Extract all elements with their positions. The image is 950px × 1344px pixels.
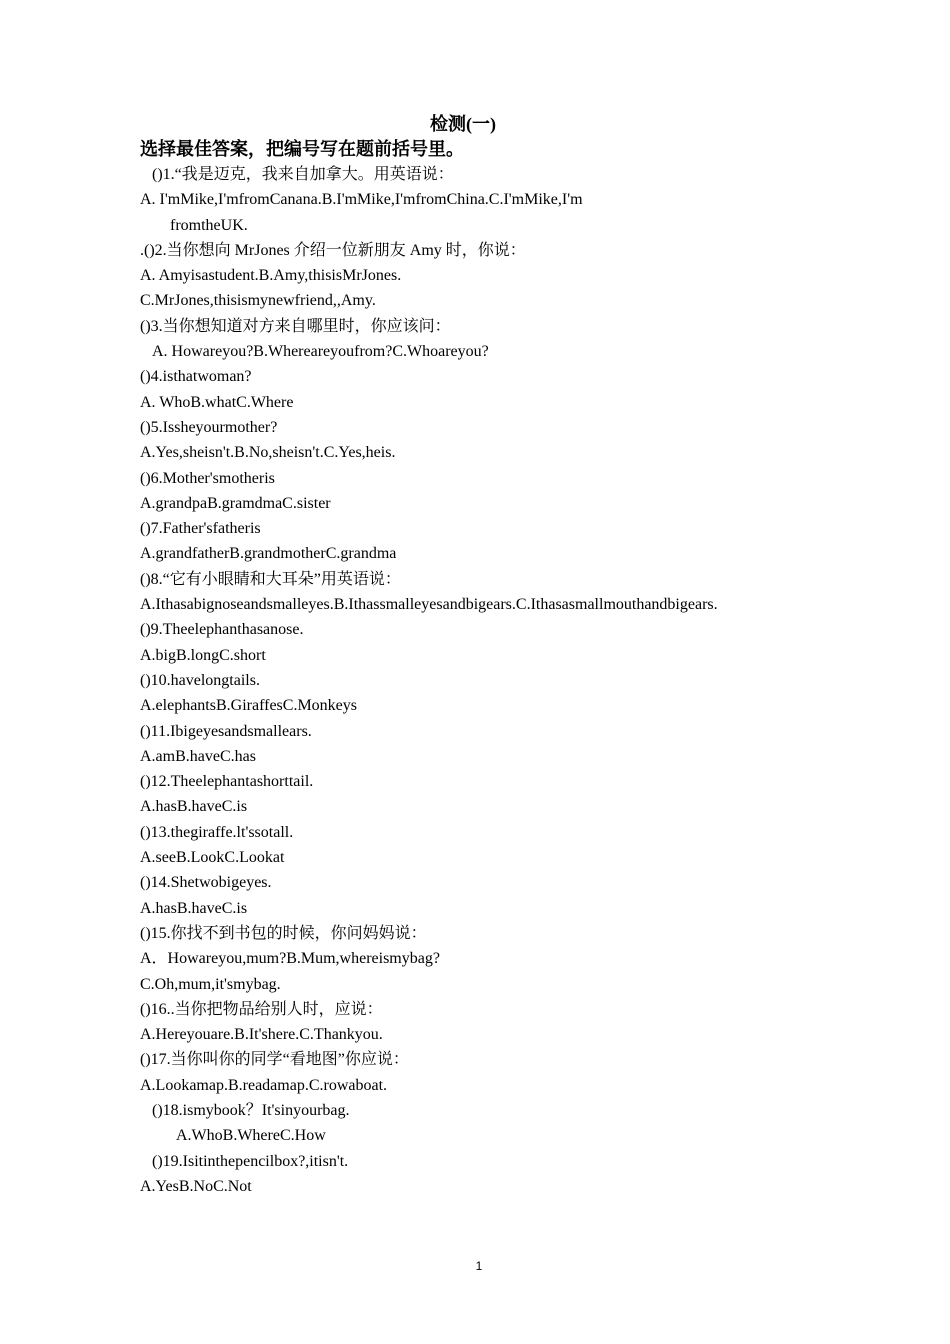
question-line: ()4.isthatwoman? [140,368,252,386]
question-line: fromtheUK. [170,216,248,234]
question-line: ()10.havelongtails. [140,671,260,689]
answer-options-line: A.YesB.NoC.Not [140,1177,252,1195]
answer-options-line: C.MrJones,thisismynewfriend,,Amy. [140,292,376,310]
answer-options-line: A.Hereyouare.B.It'shere.C.Thankyou. [140,1026,383,1044]
instruction-heading: 选择最佳答案，把编号写在题前括号里。 [140,139,464,159]
page-number: 1 [475,1259,483,1273]
answer-options-line: A．Howareyou,mum?B.Mum,whereismybag? [140,950,440,968]
question-line: ()8.“它有小眼睛和大耳朵”用英语说： [140,570,401,588]
question-line: ()19.Isitinthepencilbox?,itisn't. [152,1152,349,1170]
answer-options-line: A. Howareyou?B.Whereareyoufrom?C.Whoareyou? [152,343,489,361]
question-line: ()7.Father'sfatheris [140,520,261,538]
question-list [140,162,840,1199]
question-line: .()2.当你想向 MrJones 介绍一位新朋友 Amy 时，你说： [140,241,526,259]
answer-options-line: A. I'mMike,I'mfromCanana.B.I'mMike,I'mfromChina.C.I'mMike,I'm [140,191,583,209]
question-line: ()14.Shetwobigeyes. [140,874,272,892]
answer-options-line: A.grandpaB.gramdmaC.sister [140,494,331,512]
answer-options-line: A. Amyisastudent.B.Amy,thisisMrJones. [140,267,402,285]
answer-options-line: A.hasB.haveC.is [140,798,248,816]
question-line: ()13.thegiraffe.lt'ssotall. [140,823,294,841]
answer-options-line: A.Lookamap.B.readamap.C.rowaboat. [140,1076,388,1094]
question-line: ()12.Theelephantashorttail. [140,773,314,791]
question-line: ()3.当你想知道对方来自哪里时，你应该问： [140,317,451,335]
answer-options-line: A. WhoB.whatC.Where [140,393,294,411]
answer-options-line: A.Yes,sheisn't.B.No,sheisn't.C.Yes,heis. [140,444,396,462]
answer-options-line: A.WhoB.WhereC.How [176,1127,326,1145]
question-line: ()1.“我是迈克，我来自加拿大。用英语说： [152,166,454,183]
answer-options-line: C.Oh,mum,it'smybag. [140,975,281,993]
question-line: ()17.当你叫你的同学“看地图”你应说： [140,1051,409,1069]
answer-options-line: A.bigB.longC.short [140,646,266,664]
answer-options-line: A.grandfatherB.grandmotherC.grandma [140,545,397,563]
question-line: ()6.Mother'smotheris [140,469,275,487]
question-line: ()15.你找不到书包的时候，你问妈妈说： [140,924,427,942]
question-line: ()11.Ibigeyesandsmallears. [140,722,312,740]
question-line: ()5.Issheyourmother? [140,418,278,436]
question-line: ()18.ismybook？It'sinyourbag. [152,1101,350,1119]
question-line: ()16..当你把物品给别人时，应说： [140,1000,383,1018]
answer-options-line: A.amB.haveC.has [140,747,256,765]
answer-options-line: A.Ithasabignoseandsmalleyes.B.Ithassmalleyesandbigears.C.Ithasasmallmouthandbigears. [140,596,718,614]
page-title: 检测(一) [430,114,496,134]
answer-options-line: A.hasB.haveC.is [140,899,248,917]
question-line: ()9.Theelephanthasanose. [140,621,304,639]
answer-options-line: A.seeB.LookC.Lookat [140,849,285,867]
answer-options-line: A.elephantsB.GiraffesC.Monkeys [140,697,357,715]
